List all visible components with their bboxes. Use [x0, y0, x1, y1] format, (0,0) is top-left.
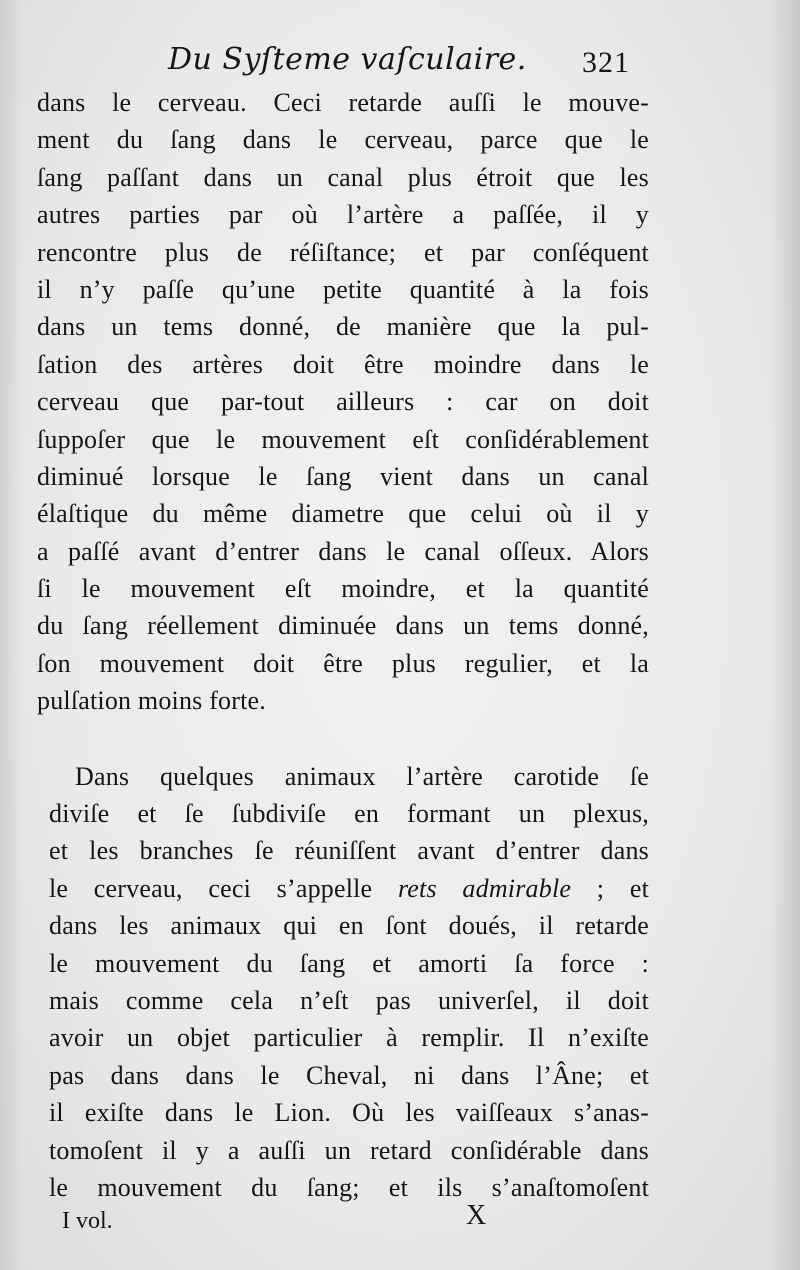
text-line: cerveau que par-tout ailleurs : car on doit: [37, 387, 649, 417]
page-shadow-left: [0, 0, 22, 1270]
text-line: dans un tems donné, de manière que la pul-: [37, 312, 649, 342]
text-line: ſuppoſer que le mouvement eſt conſidérablement: [37, 424, 649, 454]
text-line: dans les animaux qui en ſont doués, il retarde: [49, 911, 649, 941]
page-shadow-right: [770, 0, 800, 1270]
text-line: diminué lorsque le ſang vient dans un canal: [37, 461, 649, 491]
text-line: dans le cerveau. Ceci retarde auſſi le mouve-: [37, 88, 649, 117]
text-segment: ; et: [596, 873, 650, 903]
text-line: élaſtique du même diametre que celui où il y: [37, 499, 649, 529]
text-line: mais comme cela n’eſt pas univerſel, il doit: [49, 985, 649, 1015]
text-line: autres parties par où l’artère a paſſée, il y: [37, 200, 649, 230]
paragraph-2: [37, 758, 649, 1207]
text-line: il exiſte dans le Lion. Où les vaiſſeaux s’anas-: [49, 1098, 649, 1128]
text-line: ſon mouvement doit être plus regulier, et la: [37, 648, 649, 678]
text-line: Dans quelques animaux l’artère carotide ſe: [75, 761, 649, 791]
italic-term: rets admirable: [397, 873, 572, 903]
text-line: ment du ſang dans le cerveau, parce que le: [37, 125, 649, 155]
text-line: pas dans dans le Cheval, ni dans l’Âne; et: [49, 1060, 649, 1090]
page-header: [0, 38, 800, 88]
page-number: 321: [582, 46, 630, 79]
text-line: et les branches ſe réuniſſent avant d’entrer dans: [49, 836, 649, 866]
text-line: le mouvement du ſang et amorti ſa force :: [49, 948, 649, 978]
text-segment: le cerveau, ceci s’appelle: [49, 873, 373, 903]
text-line-with-term: [37, 870, 649, 907]
text-line: ſi le mouvement eſt moindre, et la quantité: [37, 574, 649, 604]
text-line: a paſſé avant d’entrer dans le canal oſſeux. Alors: [37, 536, 649, 566]
running-title: Du Syſteme vaſculaire.: [168, 42, 527, 77]
text-line: ſation des artères doit être moindre dans le: [37, 349, 649, 379]
text-line: du ſang réellement diminuée dans un tems donné,: [37, 611, 649, 641]
text-line: avoir un objet particulier à remplir. Il n’exiſte: [49, 1023, 649, 1053]
sheet-signature-letter: X: [466, 1200, 487, 1231]
text-line: il n’y paſſe qu’une petite quantité à la fois: [37, 274, 649, 304]
text-line: tomoſent il y a auſſi un retard conſidérable dans: [49, 1135, 649, 1165]
text-line: rencontre plus de réſiſtance; et par conſéquent: [37, 237, 649, 267]
paragraph-1: [37, 84, 649, 720]
page-footer: [0, 1200, 800, 1240]
volume-signature: I vol.: [62, 1208, 113, 1234]
body-text: [37, 84, 649, 1206]
text-line: pulſation moins forte.: [37, 686, 266, 716]
text-line: diviſe et ſe ſubdiviſe en formant un plexus,: [49, 799, 649, 829]
text-line: ſang paſſant dans un canal plus étroit que les: [37, 162, 649, 192]
text-line: le mouvement du ſang; et ils s’anaſtomoſent: [49, 1172, 649, 1202]
